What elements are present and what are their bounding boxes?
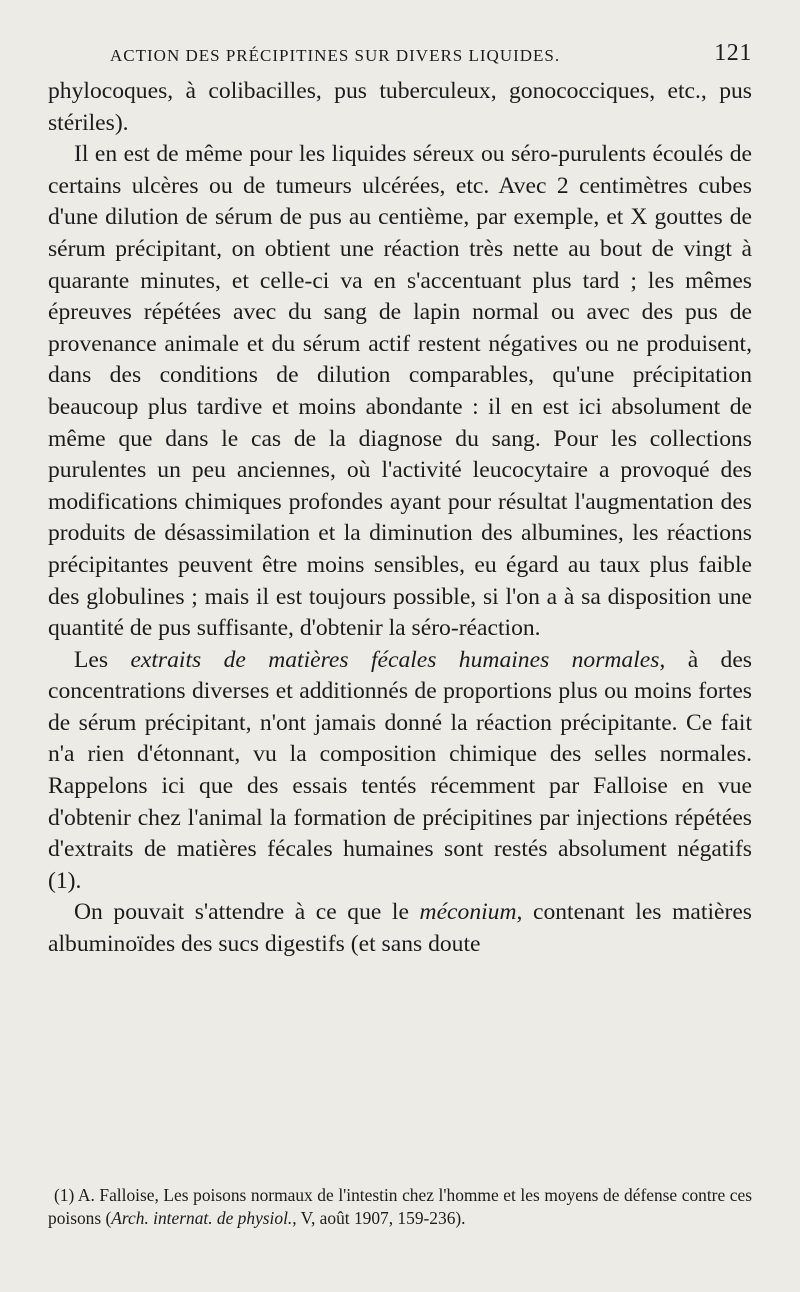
footnote-text: (1) A. Falloise, Les poisons normaux de l'intestin chez l'homme et les moyens de défense contre ces poisons ( bbox=[48, 1185, 752, 1228]
paragraph-meconium-start: On pouvait s'attendre à ce que le bbox=[74, 899, 420, 926]
paragraph-meconium-rest: contenant les matières albuminoïdes des sucs digestifs (et sans doute bbox=[48, 899, 752, 958]
footnote-citation: , V, août 1907, 159-236). bbox=[292, 1208, 466, 1228]
body-text bbox=[48, 76, 752, 961]
paragraph-meconium bbox=[48, 897, 752, 960]
running-title: ACTION DES PRÉCIPITINES SUR DIVERS LIQUIDES. bbox=[110, 46, 561, 65]
paragraph-fecal-extracts bbox=[48, 645, 752, 898]
italic-fecal-extracts: extraits de matières fécales humaines normales, bbox=[130, 646, 666, 673]
paragraph-continued: phylocoques, à colibacilles, pus tuberculeux, gonococciques, etc., pus stériles). bbox=[48, 78, 752, 136]
footnote bbox=[48, 1184, 752, 1230]
page-number: 121 bbox=[714, 40, 752, 66]
paragraph-fecal-extracts-rest: à des concentrations diverses et additionnés de proportions plus ou moins fortes de sérum précipitant, n'ont jamais donné la réaction précipitante. Ce fait n'a rien d'étonnant, vu la composition chimique des selles normales. Rappelons ici que des essais tentés récemment par Falloise en vue d'obtenir chez l'animal la formation de précipitines par injections répétées d'extraits de matières fécales humaines sont restés absolument négatifs (1). bbox=[48, 646, 752, 894]
paragraph-fecal-extracts-start: Les bbox=[74, 646, 131, 673]
footnote-journal: Arch. internat. de physiol. bbox=[111, 1208, 293, 1228]
running-head bbox=[48, 36, 752, 76]
paragraph-sero-purulent: Il en est de même pour les liquides séreux ou séro-purulents écoulés de certains ulcères ou de tumeurs ulcérées, etc. Avec 2 centimètres cubes d'une dilution de sérum de pus au centième, par exemple, et X gouttes de sérum précipitant, on obtient une réaction très nette au bout de vingt à quarante minutes, et celle-ci va en s'accentuant plus tard ; les mêmes épreuves répétées avec du sang de lapin normal ou avec des pus de provenance animale et du sérum actif restent négatives ou ne produisent, dans des conditions de dilution comparables, qu'une précipitation beaucoup plus tardive et moins abondante : il en est ici absolument de même que dans le cas de la diagnose du sang. Pour les collections purulentes un peu anciennes, où l'activité leucocytaire a provoqué des modifications chimiques profondes ayant pour résultat l'augmentation des produits de désassimilation et la diminution des albumines, les réactions précipitantes peuvent être moins sensibles, eu égard au taux plus faible des globulines ; mais il est toujours possible, si l'on a à sa disposition une quantité de pus suffisante, d'obtenir la séro-réaction. bbox=[48, 141, 752, 642]
italic-meconium: méconium, bbox=[419, 899, 523, 926]
